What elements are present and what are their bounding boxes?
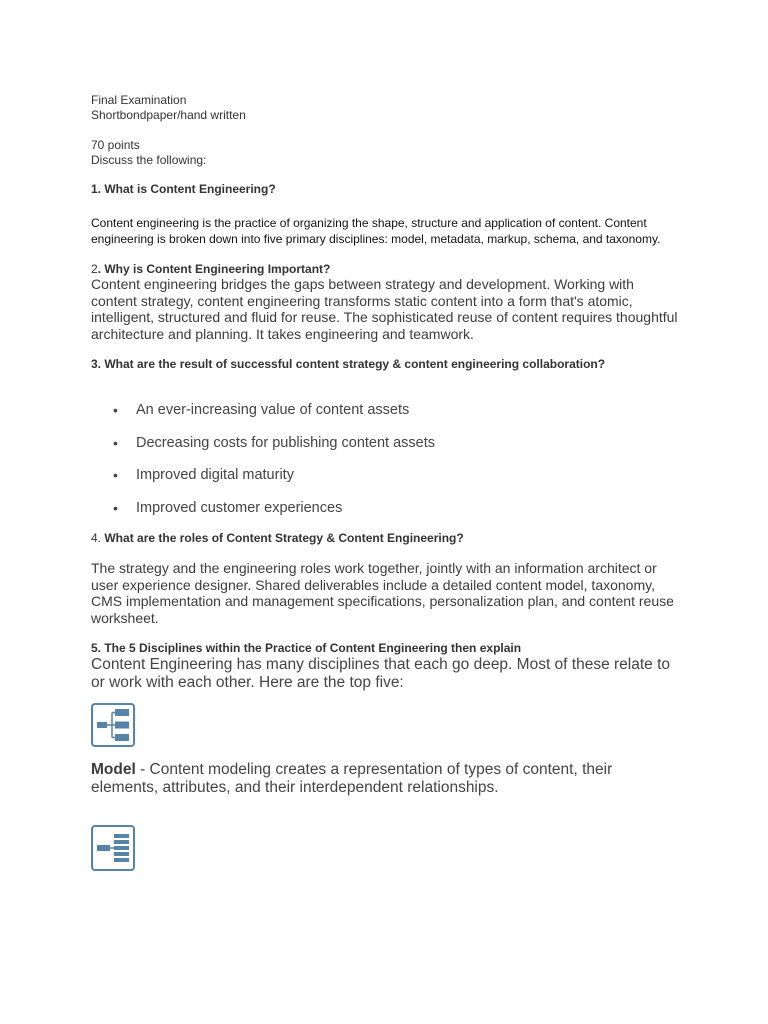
question-4-number: 4. [91, 531, 102, 545]
question-2-number: 2 [91, 262, 98, 276]
question-5-intro: Content Engineering has many disciplines that each go deep. Most of these relate to or work with each other. Here are the top five: [91, 656, 671, 691]
list-item: • Improved digital maturity [113, 467, 294, 483]
exam-points: 70 points [91, 138, 140, 152]
model-description [91, 761, 681, 797]
bullet-marker: • [113, 467, 118, 483]
question-2-heading: . Why is Content Engineering Important? [97, 262, 331, 276]
exam-instruction: Discuss the following: [91, 153, 207, 167]
question-1-title: 1. What is Content Engineering? [91, 182, 276, 196]
content-model-glyph [93, 705, 133, 745]
exam-title: Final Examination [91, 93, 187, 107]
bullet-marker: • [113, 499, 118, 516]
list-item: • Decreasing costs for publishing content assets [113, 434, 436, 451]
question-2-title [91, 262, 330, 277]
exam-format: Shortbondpaper/hand written [91, 108, 246, 122]
content-model-icon [91, 703, 135, 747]
question-2-answer: Content engineering bridges the gaps between strategy and development. Working with content strategy, content engineering transforms static content into a form that's atomic, intelligent, structured and fluid for reuse. The sophisticated reuse of content requires thoughtful architecture and planning. It takes engineering and teamwork. [91, 276, 678, 342]
model-text: - Content modeling creates a representation of types of content, their elements, attributes, and their interdependent relationships. [91, 761, 613, 796]
question-3-title: 3. What are the result of successful content strategy & content engineering collaboration? [91, 357, 606, 371]
list-item: • An ever-increasing value of content assets [113, 402, 410, 418]
question-4-title [91, 531, 464, 546]
bullet-marker: • [113, 402, 118, 418]
bullet-marker: • [113, 434, 118, 451]
question-5-title: 5. The 5 Disciplines within the Practice of Content Engineering then explain [91, 641, 522, 655]
model-label: Model [91, 761, 136, 778]
metadata-list-icon [91, 825, 135, 871]
list-item: • Improved customer experiences [113, 499, 343, 516]
question-4-heading: What are the roles of Content Strategy & Content Engineering? [104, 531, 464, 545]
results-list [113, 402, 435, 532]
question-4-answer: The strategy and the engineering roles work together, jointly with an information architect or user experience designer. Shared deliverables include a detailed content model, taxonomy, CMS implementation and management specifications, personalization plan, and content reuse worksheet. [91, 560, 674, 626]
metadata-list-glyph [93, 827, 133, 869]
question-1-answer: Content engineering is the practice of organizing the shape, structure and application of content. Content engineering is broken down into five primary disciplines: model, metadata, markup, schema, and taxonomy. [91, 216, 661, 246]
